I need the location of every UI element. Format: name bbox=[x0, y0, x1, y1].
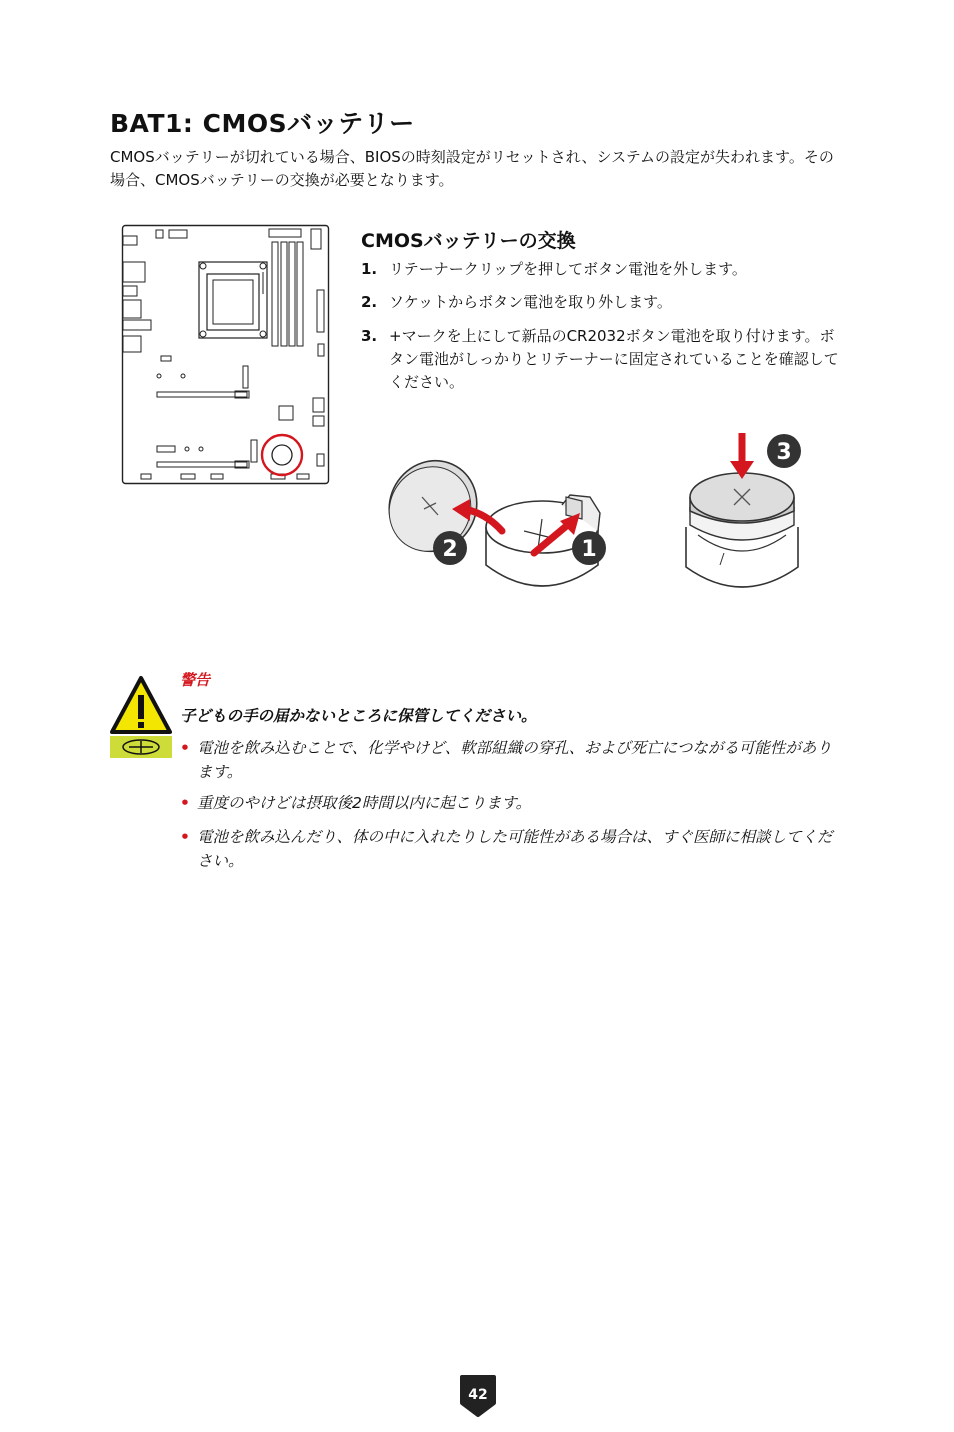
battery-replacement-diagram bbox=[384, 427, 810, 597]
coin-battery-icon bbox=[110, 736, 172, 758]
diagram-label-3: 3 bbox=[776, 440, 792, 465]
page-number: 42 bbox=[468, 1387, 488, 1403]
bullet-dot-icon: • bbox=[180, 739, 190, 757]
bullet-dot-icon: • bbox=[180, 828, 190, 846]
warning-headline: 子どもの手の届かないところに保管してください。 bbox=[180, 707, 537, 725]
page-number-badge bbox=[458, 1373, 498, 1417]
warning-triangle-icon bbox=[110, 675, 172, 735]
intro-paragraph: CMOSバッテリーが切れている場合、BIOSの時刻設定がリセットされ、システムの設定が失われます。その場合、CMOSバッテリーの交換が必要となります。 bbox=[110, 148, 834, 189]
replacement-title: CMOSバッテリーの交換 bbox=[361, 230, 576, 252]
motherboard-diagram bbox=[121, 224, 331, 486]
diagram-label-2: 2 bbox=[442, 537, 458, 562]
bullet-dot-icon: • bbox=[180, 794, 190, 812]
section-title: BAT1: CMOSバッテリー bbox=[110, 109, 415, 138]
warning-label: 警告 bbox=[180, 671, 211, 689]
diagram-label-1: 1 bbox=[581, 537, 597, 562]
coin-battery-installed bbox=[690, 473, 794, 523]
